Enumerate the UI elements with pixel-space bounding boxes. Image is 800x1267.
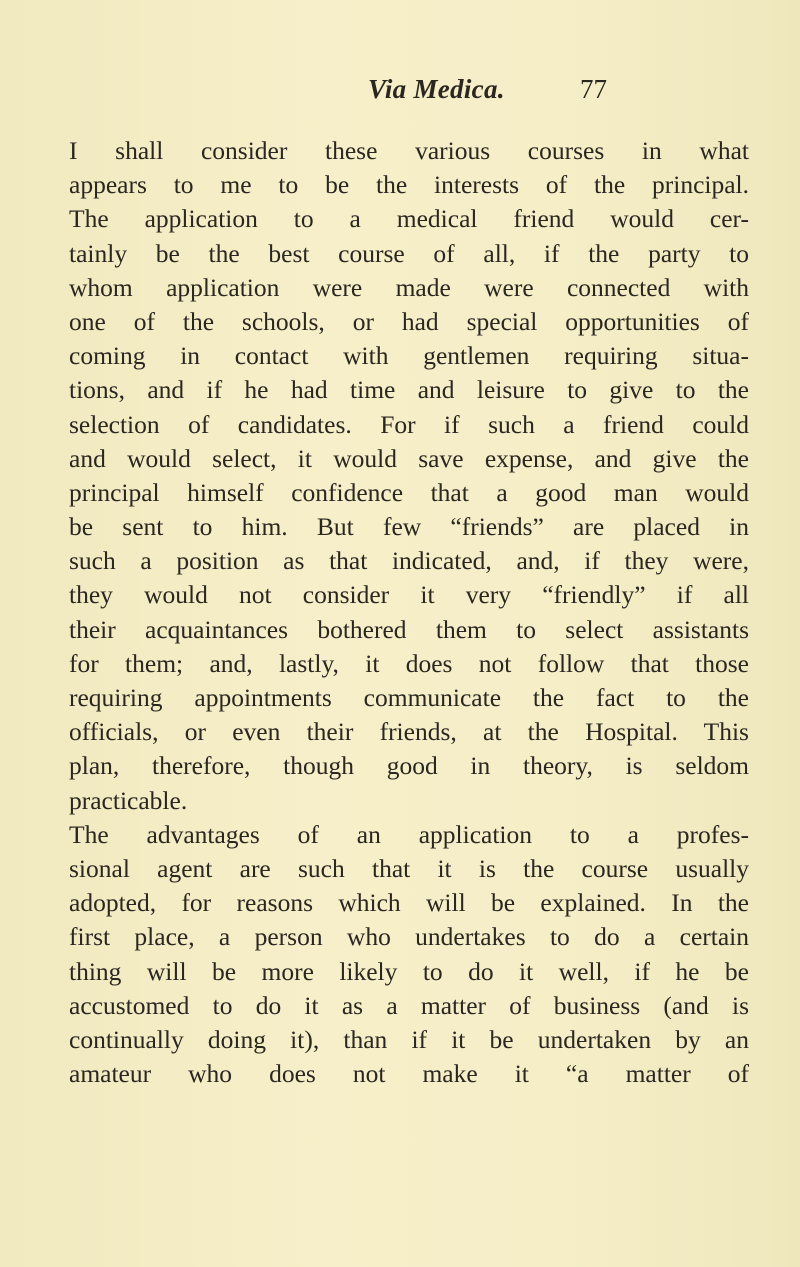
text-line: The advantages of an application to a profes-	[69, 819, 749, 849]
text-line: tions, and if he had time and leisure to give to the	[69, 375, 749, 405]
text-line: first place, a person who undertakes to do a certain	[69, 922, 749, 952]
text-line: be sent to him. But few “friends” are placed in	[69, 512, 749, 542]
text-line: The application to a medical friend would cer-	[69, 204, 749, 234]
running-head	[0, 74, 800, 114]
text-line: whom application were made were connected with	[69, 272, 749, 302]
text-line: they would not consider it very “friendly” if all	[69, 580, 749, 610]
running-title: Via Medica.	[368, 74, 505, 104]
text-line: practicable.	[69, 785, 188, 815]
text-line: one of the schools, or had special opportunities of	[69, 306, 749, 336]
text-line: such a position as that indicated, and, if they were,	[69, 546, 749, 576]
text-line: amateur who does not make it “a matter of	[69, 1059, 749, 1089]
text-line: requiring appointments communicate the fact to the	[69, 683, 749, 712]
text-line: their acquaintances bothered them to select assistants	[69, 614, 749, 644]
text-line: thing will be more likely to do it well, if he be	[69, 956, 749, 986]
text-line: tainly be the best course of all, if the party to	[69, 238, 749, 268]
text-line: plan, therefore, though good in theory, is seldom	[69, 751, 749, 781]
page-number: 77	[580, 74, 607, 104]
text-line: principal himself confidence that a good man would	[69, 477, 749, 507]
text-line: I shall consider these various courses in what	[69, 136, 749, 165]
text-line: for them; and, lastly, it does not follow that those	[69, 648, 749, 678]
text-line: sional agent are such that it is the course usually	[69, 853, 749, 883]
text-line: appears to me to be the interests of the principal.	[69, 170, 749, 200]
body-text	[69, 134, 749, 1091]
text-line: adopted, for reasons which will be explained. In the	[69, 888, 749, 918]
text-line: continually doing it), than if it be undertaken by an	[69, 1024, 749, 1054]
text-line: coming in contact with gentlemen requiring situa-	[69, 341, 749, 371]
text-line: selection of candidates. For if such a friend could	[69, 409, 749, 439]
text-line: accustomed to do it as a matter of business (and is	[69, 990, 749, 1020]
text-line: officials, or even their friends, at the Hospital. This	[69, 717, 749, 747]
text-line: and would select, it would save expense, and give the	[69, 443, 749, 473]
